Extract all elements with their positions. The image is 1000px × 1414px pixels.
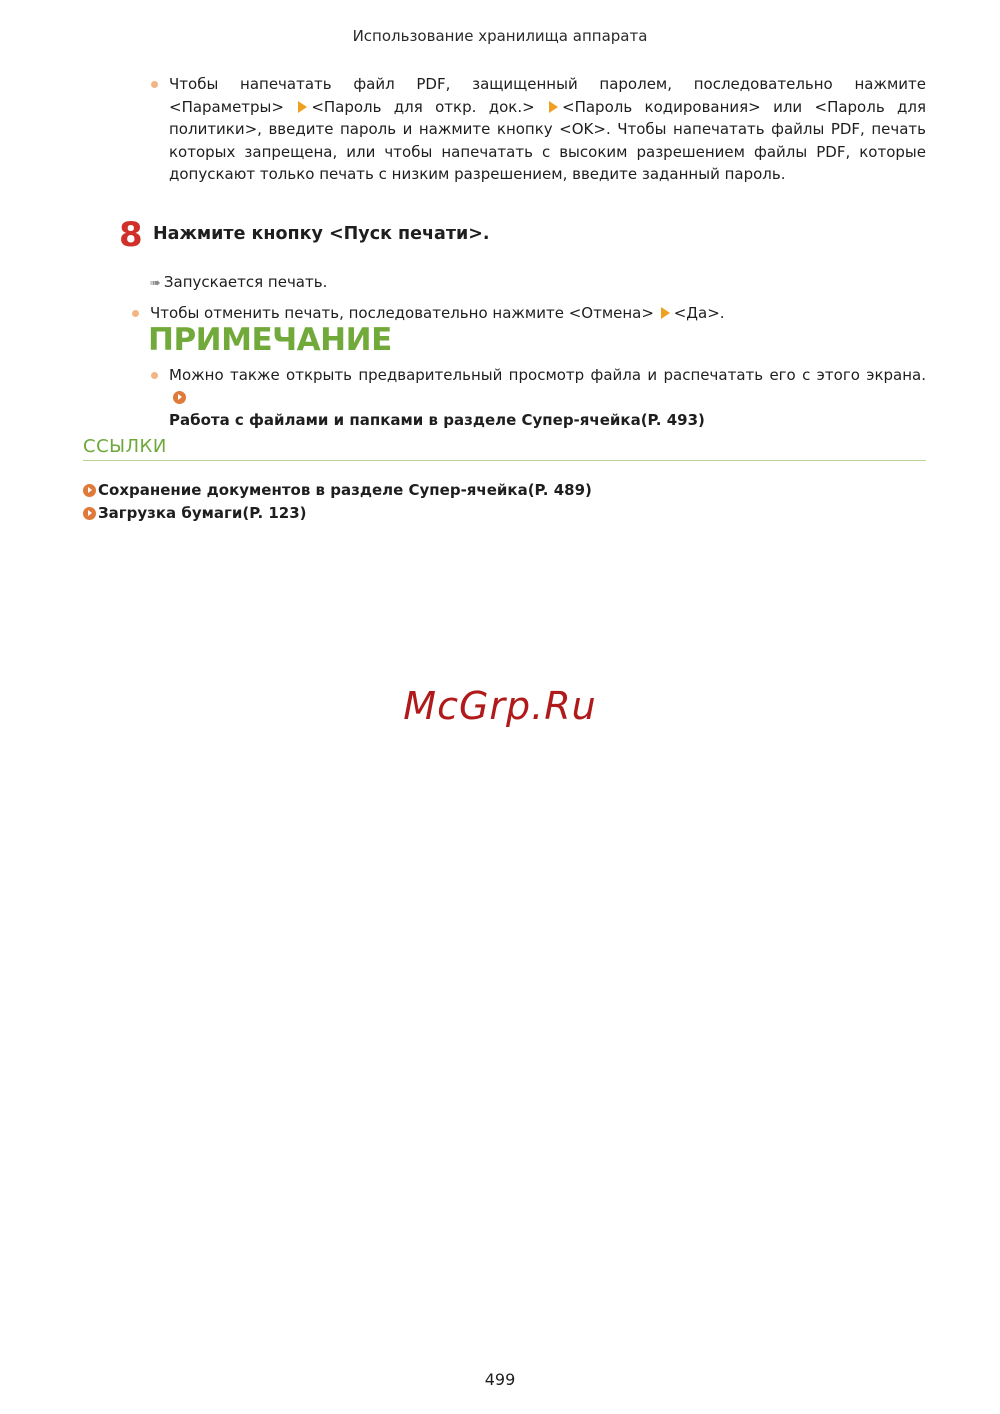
- note-link[interactable]: Работа с файлами и папками в разделе Супер-ячейка(P. 493): [169, 411, 705, 430]
- page-number: 499: [484, 1370, 516, 1389]
- cancel-text-part1: Чтобы отменить печать, последовательно нажмите <Отмена>: [150, 304, 654, 322]
- bullet-dot: [151, 81, 158, 88]
- menu-arrow-icon: [661, 307, 670, 319]
- step-number: 8: [119, 215, 143, 255]
- note-heading: ПРИМЕЧАНИЕ: [148, 322, 392, 358]
- instruction-text-part2: <Пароль для откр. док.>: [311, 97, 535, 116]
- reference-link-label[interactable]: Загрузка бумаги(P. 123): [98, 504, 307, 522]
- link-arrow-icon: [83, 507, 96, 520]
- instruction-text-part1: Чтобы напечатать файл PDF, защищенный паролем, последовательно нажмите <Параметры>: [169, 75, 926, 116]
- bullet-dot: [151, 372, 158, 379]
- reference-link-label[interactable]: Сохранение документов в разделе Супер-ячейка(P. 489): [98, 481, 592, 499]
- instruction-text-part3: <Пароль кодирования> или <Пароль для политики>, введите пароль и нажмите кнопку <OK>. Чтобы напечатать файлы PDF, печать которых запрещена, или чтобы напечатать с высоким разрешением файлы PDF, которые допускают только печать с низким разрешением, введите заданный пароль.: [169, 97, 926, 184]
- menu-arrow-icon: [549, 101, 558, 113]
- note-body: Можно также открыть предварительный просмотр файла и распечатать его с этого экрана.: [169, 366, 926, 384]
- link-arrow-icon[interactable]: [173, 391, 186, 404]
- watermark: McGrp.Ru: [403, 684, 597, 728]
- bullet-dot: [132, 310, 139, 317]
- step-result: [150, 273, 327, 291]
- note-text: [169, 364, 926, 432]
- link-arrow-icon: [83, 484, 96, 497]
- arrow-icon: ➠: [150, 276, 161, 291]
- reference-link-2[interactable]: [83, 504, 307, 522]
- references-title: ССЫЛКИ: [83, 436, 167, 457]
- section-divider: [83, 460, 926, 461]
- menu-arrow-icon: [298, 101, 307, 113]
- step-title: Нажмите кнопку <Пуск печати>.: [153, 224, 490, 244]
- cancel-text-part2: <Да>.: [673, 304, 725, 322]
- result-text: Запускается печать.: [163, 273, 328, 291]
- reference-link-1[interactable]: [83, 481, 592, 499]
- pdf-password-instructions: [169, 73, 926, 186]
- running-header: Использование хранилища аппарата: [352, 27, 648, 45]
